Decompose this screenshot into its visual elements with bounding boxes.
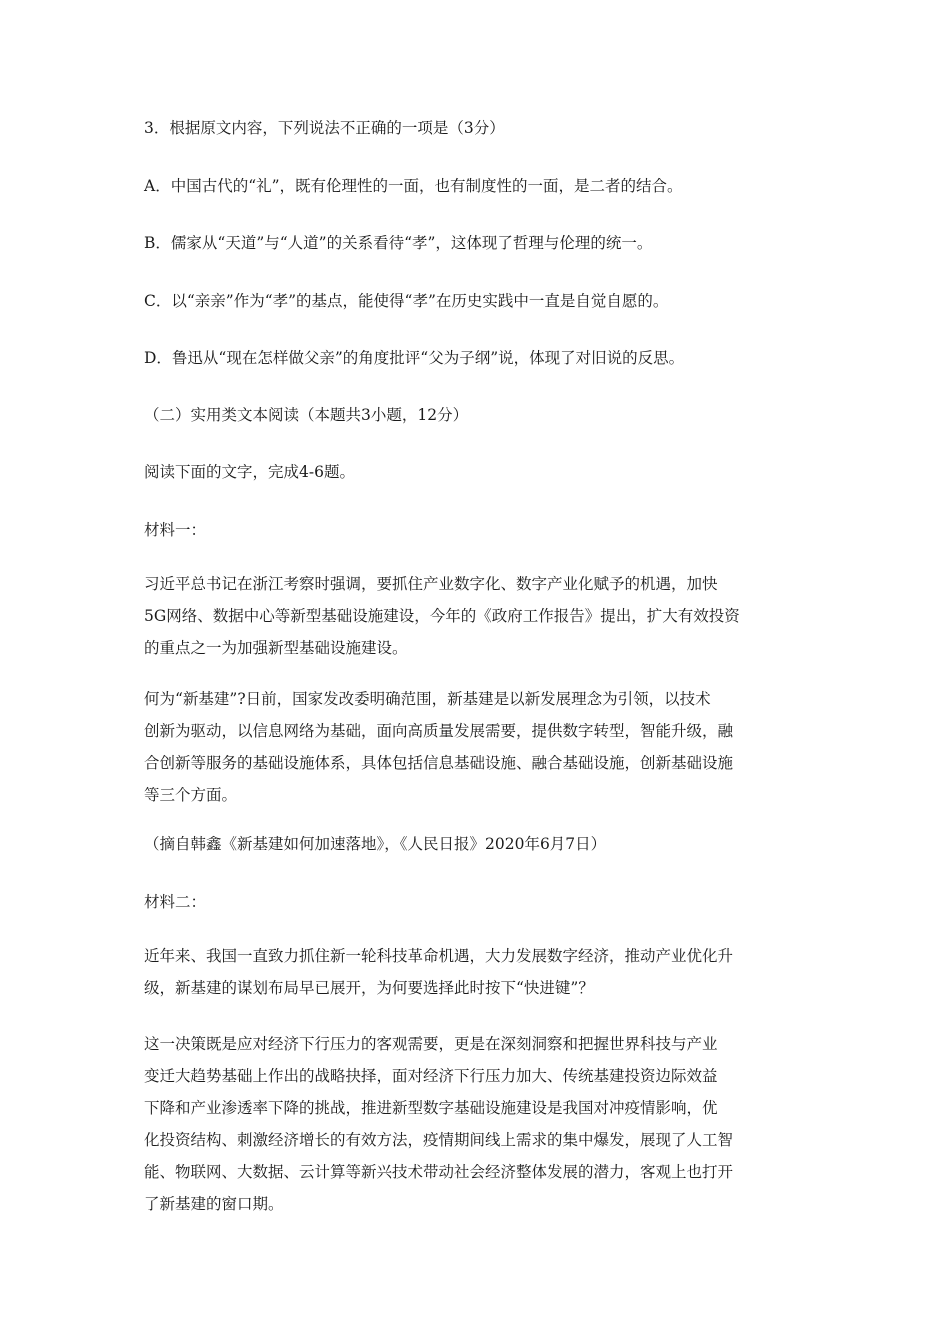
text-line: 习近平总书记在浙江考察时强调，要抓住产业数字化、数字产业化赋予的机遇，加快	[144, 575, 718, 593]
section-instruction: 阅读下面的文字，完成4-6题。	[144, 463, 355, 481]
text-line: 级，新基建的谋划布局早已展开，为何要选择此时按下“快进键”？	[144, 979, 594, 997]
text-line: 变迁大趋势基础上作出的战略抉择，面对经济下行压力加大、传统基建投资边际效益	[144, 1067, 718, 1085]
text-line: 这一决策既是应对经济下行压力的客观需要，更是在深刻洞察和把握世界科技与产业	[144, 1035, 718, 1053]
text-line: 5G网络、数据中心等新型基础设施建设，今年的《政府工作报告》提出，扩大有效投资	[144, 607, 740, 625]
material-2-label: 材料二：	[144, 893, 207, 911]
text-line: 等三个方面。	[144, 786, 238, 804]
material-2-paragraph-2	[144, 1028, 814, 1220]
material-1-paragraph-1	[144, 568, 814, 664]
text-line: 能、物联网、大数据、云计算等新兴技术带动社会经济整体发展的潜力，客观上也打开	[144, 1163, 734, 1181]
section-heading: （二）实用类文本阅读（本题共3小题，12分）	[144, 406, 469, 424]
question-3-option-d: D．鲁迅从“现在怎样做父亲”的角度批评“父为子纲”说，体现了对旧说的反思。	[144, 349, 685, 367]
material-2-paragraph-1	[144, 940, 814, 1004]
text-line: 何为“新基建”?日前，国家发改委明确范围，新基建是以新发展理念为引领，以技术	[144, 690, 711, 708]
question-3-option-b: B．儒家从“天道”与“人道”的关系看待“孝”，这体现了哲理与伦理的统一。	[144, 234, 653, 252]
text-line: 合创新等服务的基础设施体系，具体包括信息基础设施、融合基础设施，创新基础设施	[144, 754, 734, 772]
material-1-paragraph-2	[144, 683, 814, 811]
text-line: 近年来、我国一直致力抓住新一轮科技革命机遇，大力发展数字经济，推动产业优化升	[144, 947, 734, 965]
question-3-option-a: A．中国古代的“礼”，既有伦理性的一面，也有制度性的一面，是二者的结合。	[144, 177, 683, 195]
question-3-stem: 3．根据原文内容，下列说法不正确的一项是（3分）	[144, 119, 505, 137]
text-line: 的重点之一为加强新型基础设施建设。	[144, 639, 408, 657]
text-line: 创新为驱动，以信息网络为基础，面向高质量发展需要，提供数字转型，智能升级，融	[144, 722, 734, 740]
material-1-source: （摘自韩鑫《新基建如何加速落地》，《人民日报》2020年6月7日）	[144, 835, 607, 853]
text-line: 化投资结构、刺激经济增长的有效方法，疫情期间线上需求的集中爆发，展现了人工智	[144, 1131, 734, 1149]
text-line: 了新基建的窗口期。	[144, 1195, 284, 1213]
text-line: 下降和产业渗透率下降的挑战，推进新型数字基础设施建设是我国对冲疫情影响，优	[144, 1099, 718, 1117]
material-1-label: 材料一：	[144, 521, 207, 539]
question-3-option-c: C．以“亲亲”作为“孝”的基点，能使得“孝”在历史实践中一直是自觉自愿的。	[144, 292, 669, 310]
